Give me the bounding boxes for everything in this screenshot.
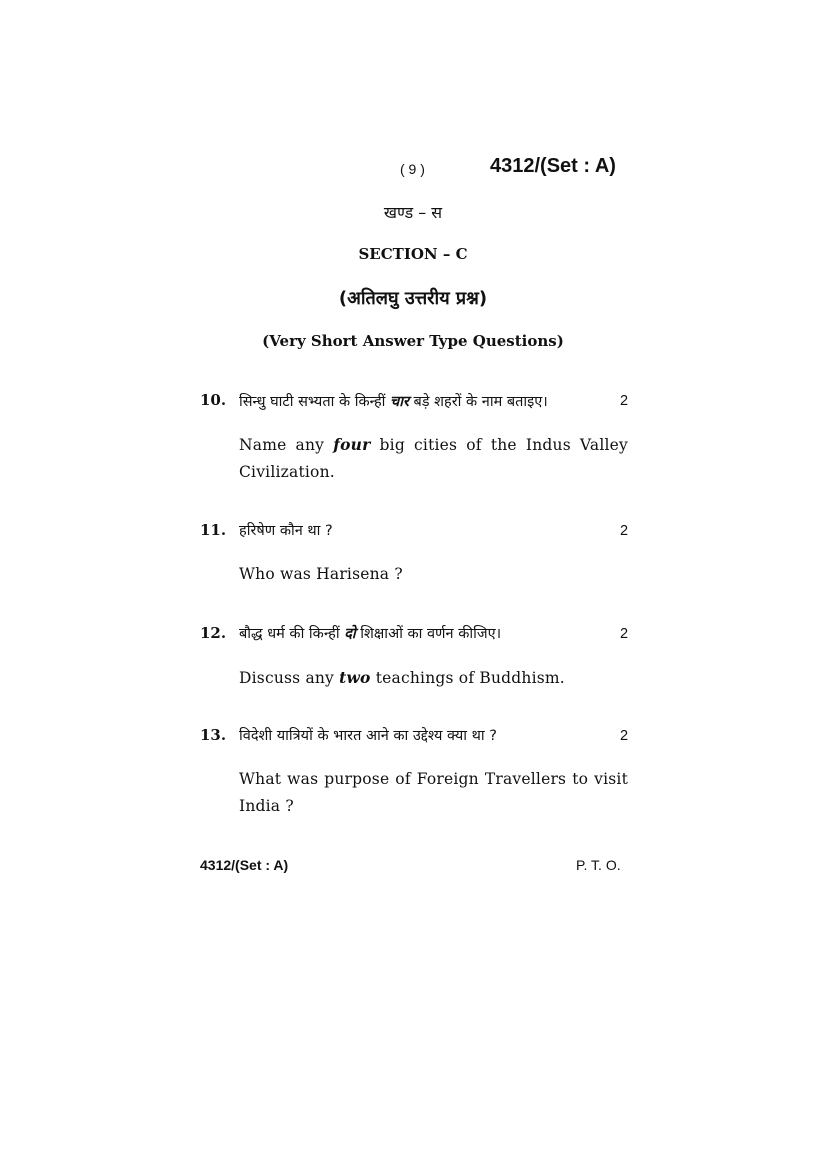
question-12-hindi: [239, 623, 599, 643]
question-12-hindi-text: बौद्ध धर्म की किन्हीं: [239, 626, 345, 642]
section-title-english: SECTION – C: [358, 245, 468, 263]
question-12-english-text-end: teachings of Buddhism.: [370, 669, 565, 687]
question-12-hindi-text-end: शिक्षाओं का वर्णन कीजिए।: [355, 626, 502, 642]
question-12-number: 12.: [200, 624, 227, 642]
question-13-marks: 2: [620, 728, 629, 744]
question-11-number: 11.: [200, 521, 227, 539]
question-11-english: Who was Harisena ?: [239, 565, 403, 583]
question-10-english-text-end: big cities of the Indus Valley Civilization.: [239, 436, 628, 481]
question-12-marks: 2: [620, 626, 629, 642]
question-10-english-text: Name any: [239, 436, 334, 454]
question-10-english-emphasis: four: [333, 435, 371, 454]
section-subtitle-english: (Very Short Answer Type Questions): [262, 332, 564, 350]
question-10-hindi: [239, 391, 599, 411]
question-10-hindi-text: सिन्धु घाटी सभ्यता के किन्हीं: [239, 394, 391, 410]
question-10-hindi-emphasis: चार: [390, 394, 409, 410]
question-11-hindi: हरिषेण कौन था ?: [239, 523, 333, 539]
question-10-marks: 2: [620, 393, 629, 409]
question-12-english-text: Discuss any: [239, 669, 340, 687]
question-13-english: What was purpose of Foreign Travellers to visit India ?: [239, 770, 628, 815]
section-subtitle-hindi: (अतिलघु उत्तरीय प्रश्न): [338, 288, 488, 309]
paper-code-header: 4312/(Set : A): [490, 155, 616, 177]
question-13-number: 13.: [200, 726, 227, 744]
question-10-number: 10.: [200, 391, 227, 409]
question-12-english: [239, 664, 628, 692]
question-12-hindi-emphasis: दो: [344, 626, 356, 642]
paper-code-footer: 4312/(Set : A): [200, 857, 289, 873]
question-10-english: [239, 431, 628, 486]
section-title-hindi: खण्ड – स: [383, 203, 443, 222]
question-12-english-emphasis: two: [339, 668, 371, 687]
question-11-marks: 2: [620, 523, 629, 539]
question-10-hindi-text-end: बड़े शहरों के नाम बताइए।: [408, 394, 548, 410]
question-13-hindi: विदेशी यात्रियों के भारत आने का उद्देश्य क्या था ?: [239, 728, 497, 744]
page-number: ( 9 ): [400, 161, 425, 177]
pto-label: P. T. O.: [576, 857, 621, 873]
